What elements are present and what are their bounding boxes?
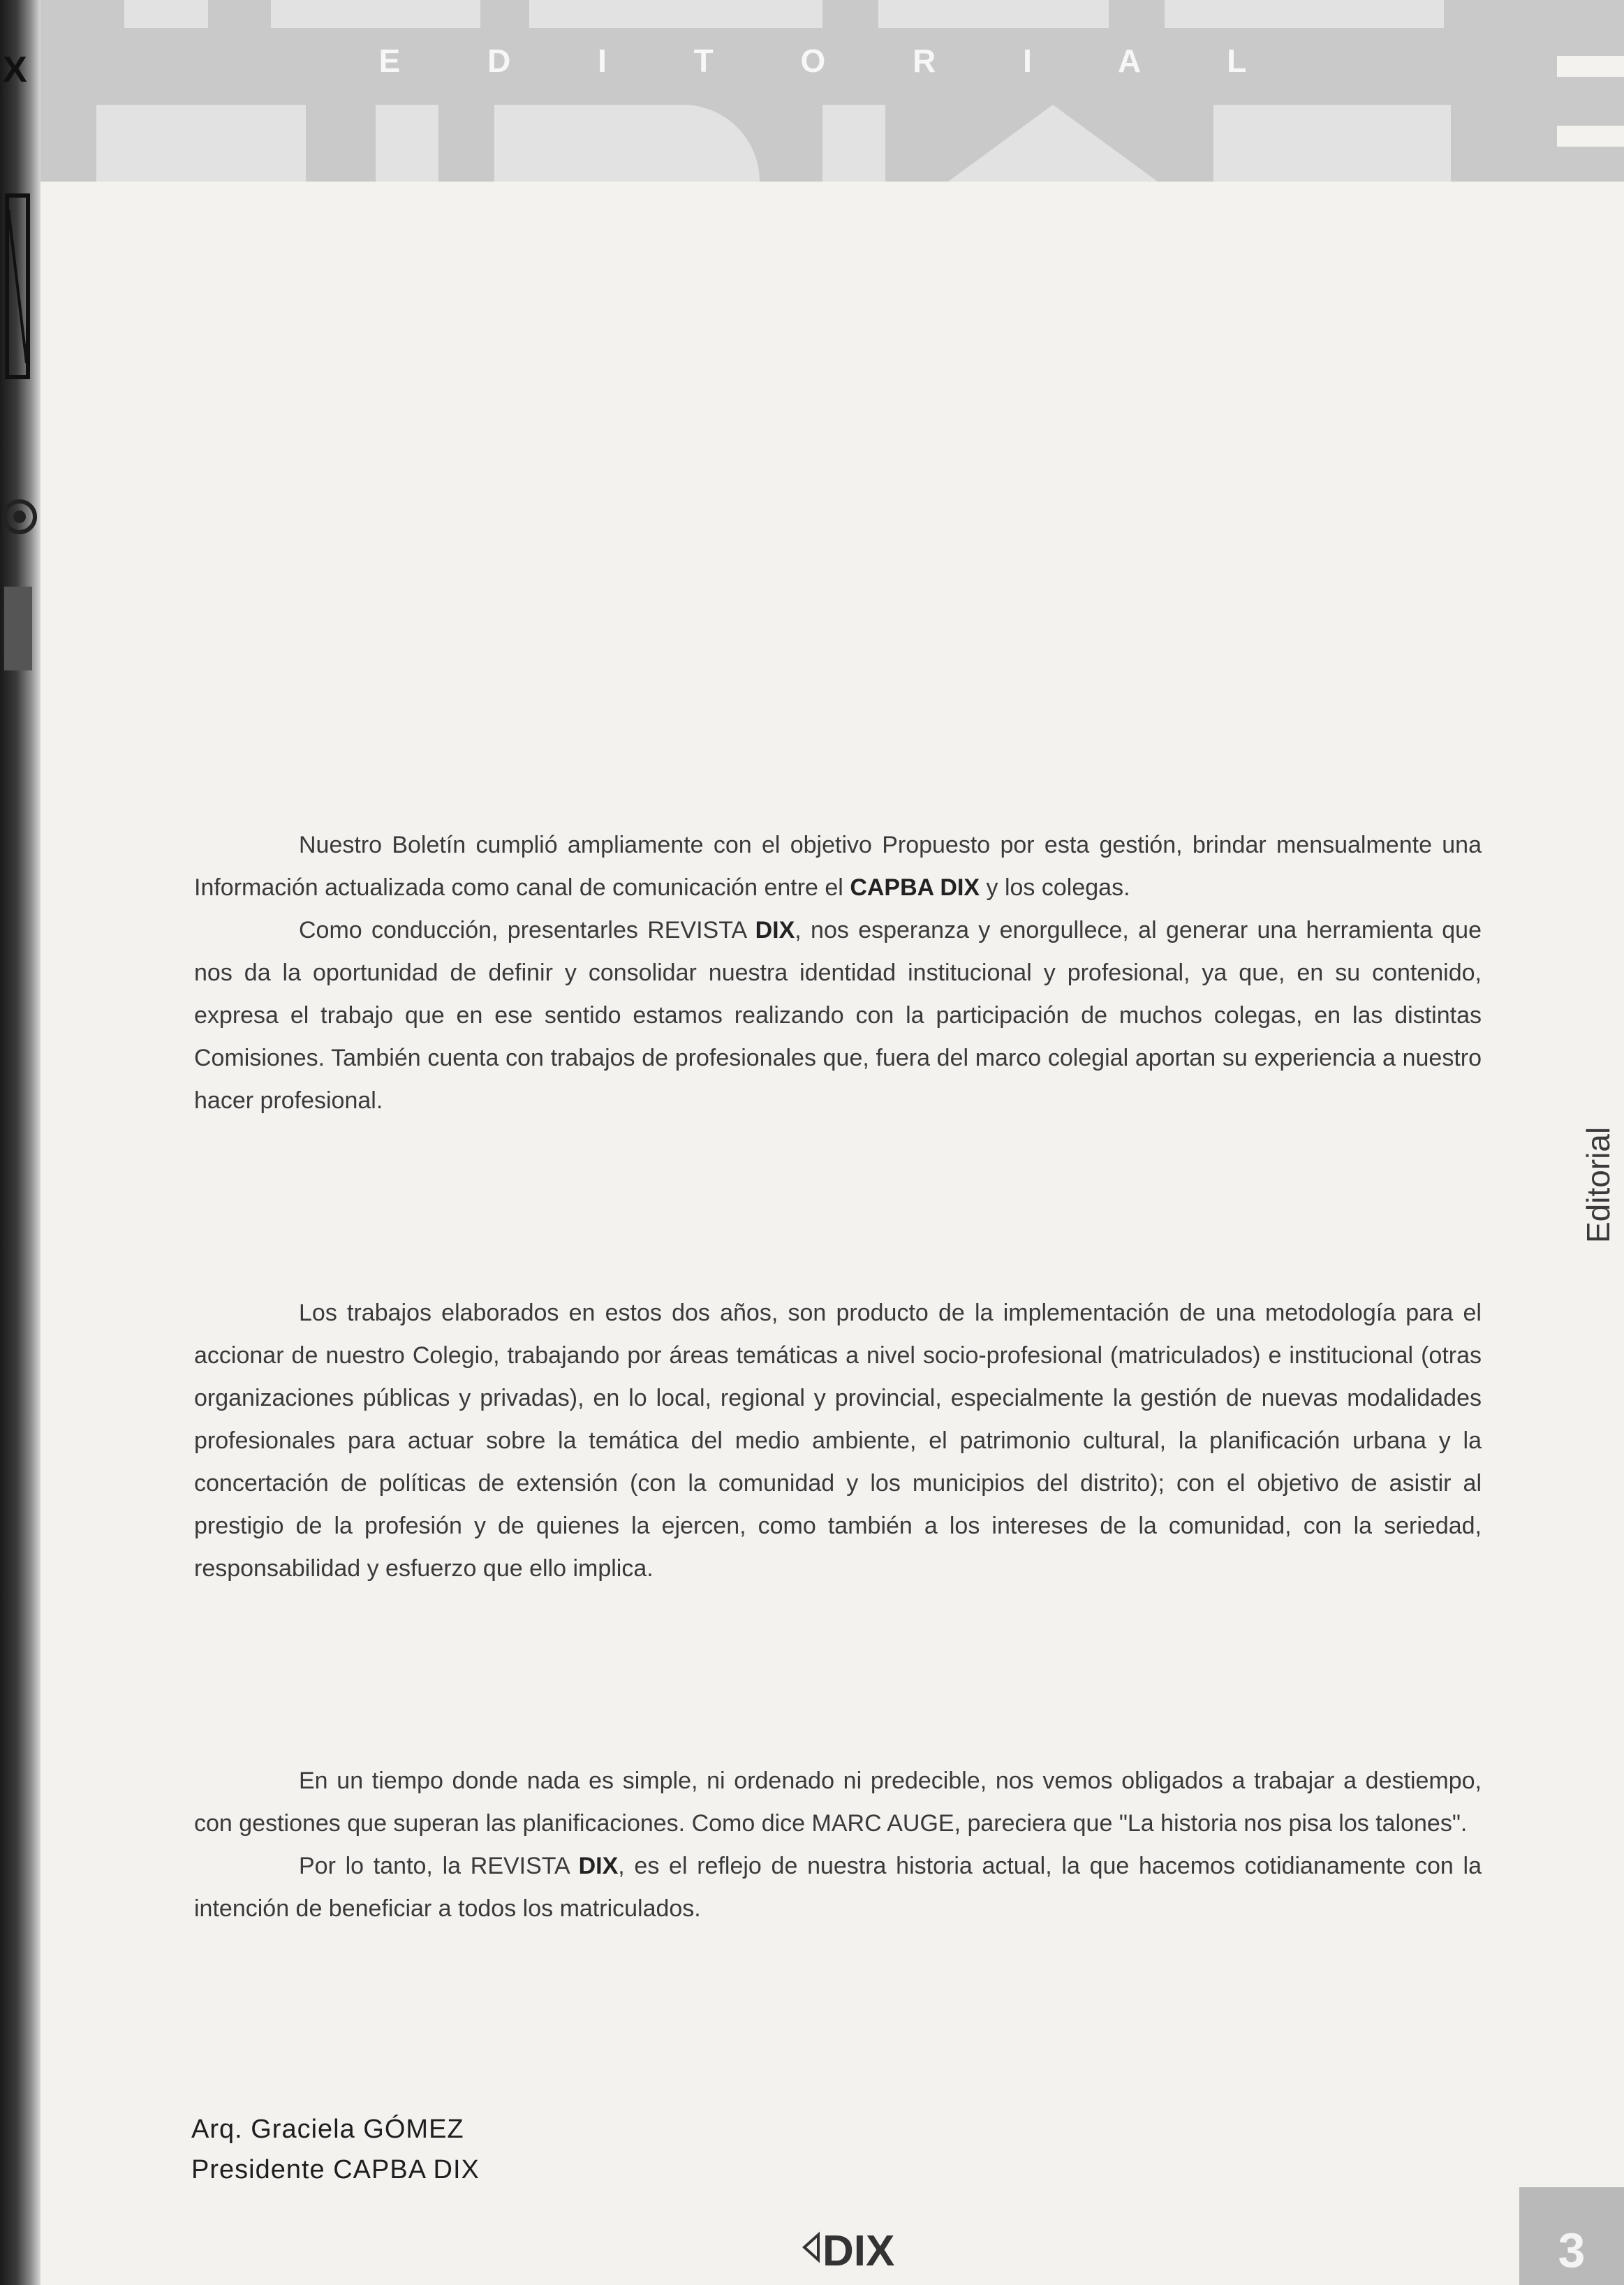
paragraph-text: y los colegas.: [980, 874, 1130, 901]
paragraph-text: , nos esperanza y enorgullece, al generar una herramienta que nos da la oportunidad de definir y consolidar nuestra identidad institucional y profesional, ya que, en su contenido, expresa el trabajo que en ese sentido estamos realizando con la participación de muchos colegas, en las distintas Comisiones. También cuenta con trabajos de profesionales que, fuera del marco colegial aportan su experiencia a nuestro hacer profesional.: [194, 917, 1482, 1114]
ghost-letter-shape: [271, 0, 480, 28]
author-name: Arq. Graciela GÓMEZ: [191, 2115, 464, 2144]
emphasis-text: DIX: [578, 1853, 619, 1879]
section-side-label: Editorial: [1580, 1126, 1616, 1243]
ghost-letter-shape: [948, 105, 1158, 182]
paragraph-text: Como conducción, presentarles REVISTA: [299, 917, 755, 943]
header-band: [40, 0, 1624, 182]
paragraph-text: Nuestro Boletín cumplió ampliamente con el objetivo Propuesto por esta gestión, brindar mensualmente una Información actualizada como canal de comunicación entre el: [194, 832, 1482, 901]
ghost-letter-shape: [878, 0, 1109, 28]
paragraph-text: Los trabajos elaborados en estos dos años, son producto de la implementación de una metodología para el accionar de nuestro Colegio, trabajando por áreas temáticas a nivel socio-profesional (matriculados) e institucional (otras organizaciones públicas y privadas), en lo local, regional y provincial, especialmente la gestión de nuevas modalidades profesionales para actuar sobre la temática del medio ambiente, el patrimonio cultural, la planificación urbana y la concertación de políticas de extensión (con la comunidad y los municipios del distrito); con el objetivo de asistir al prestigio de la profesión y de quienes la ejercen, como también a los intereses de la comunidad, con la seriedad, responsabilidad y esfuerzo que ello implica.: [194, 1300, 1482, 1582]
paragraph-text: Por lo tanto, la REVISTA: [299, 1853, 579, 1879]
article-paragraph-4: [194, 1760, 1482, 1845]
article-paragraph-1: [194, 824, 1482, 909]
ghost-letter-shape: [96, 105, 306, 182]
emphasis-text: DIX: [755, 917, 795, 943]
page-number: 3: [1519, 2187, 1624, 2285]
ghost-letter-shape: [529, 0, 822, 28]
spine-ornament: [0, 168, 40, 684]
author-title: Presidente CAPBA DIX: [191, 2155, 480, 2184]
emphasis-text: CAPBA DIX: [850, 874, 980, 901]
paragraph-text: En un tiempo donde nada es simple, ni ordenado ni predecible, nos vemos obligados a trabajar a destiempo, con gestiones que superan las planificaciones. Como dice MARC AUGE, pareciera que "La historia nos pisa los talones".: [194, 1768, 1482, 1837]
ghost-letter-shape: [1165, 0, 1444, 28]
signature-block: [191, 2109, 480, 2190]
letter-cut: [1557, 56, 1624, 77]
ghost-letter-shape: [822, 105, 885, 182]
article-paragraph-3: [194, 1292, 1482, 1590]
section-title: E D I T O R I A L: [378, 43, 1286, 79]
spine-letter: X: [3, 50, 27, 90]
book-spine: [0, 0, 40, 2285]
article-paragraph-5: [194, 1845, 1482, 1930]
header-big-letter: [1529, 0, 1624, 182]
ghost-letter-shape: [376, 105, 438, 182]
paragraph-text: , es el reflejo de nuestra historia actual, la que hacemos cotidianamente con la intención de beneficiar a todos los matriculados.: [194, 1853, 1482, 1922]
article-paragraph-2: [194, 909, 1482, 1122]
ghost-letter-shape: [494, 105, 760, 182]
letter-cut: [1557, 126, 1624, 147]
dix-logo-icon: [802, 2219, 895, 2275]
ghost-letter-shape: [124, 0, 208, 28]
logo-text: DIX: [822, 2227, 895, 2275]
ghost-letter-shape: [1213, 105, 1451, 182]
